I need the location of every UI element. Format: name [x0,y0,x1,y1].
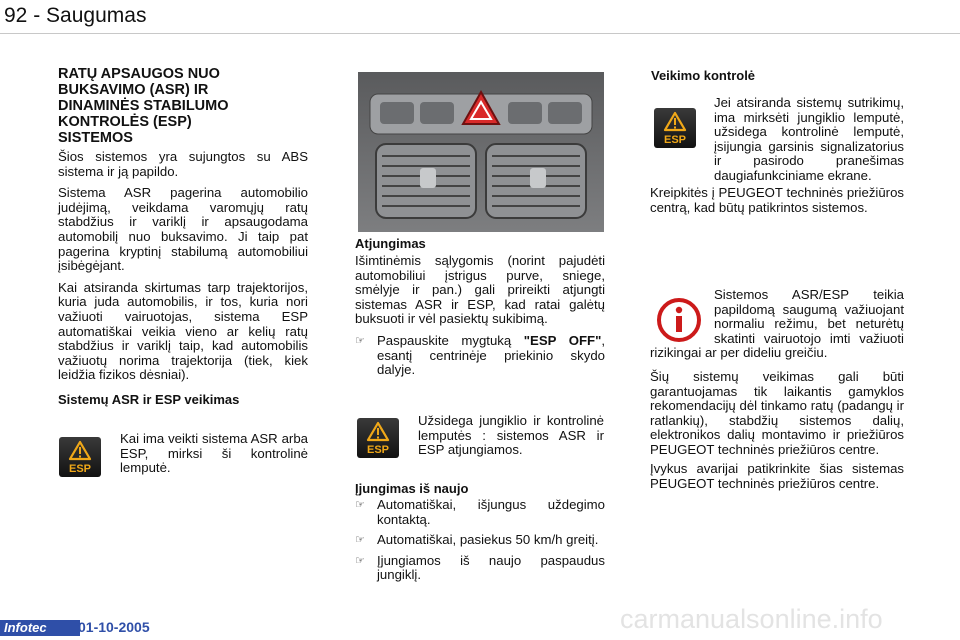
title-line: SISTEMOS [58,130,133,146]
header-divider [0,33,960,34]
section-title: Saugumas [46,4,147,27]
esp-switch-lamp-icon [357,418,399,458]
pointing-hand-icon: ☞ [355,533,365,547]
esp-paragraph: Kai atsiranda skirtumas tarp trajektorijos, kuria juda automobilis, ir tos, kuria nori važiuoti vairuotojas, sistema ESP automatiškai veikia vieno ar kelių ratų stabdžius ir variklį taip, kad automobilis važiuotų norima trajektorija (tiek, kiek leidžia fizikos dėsniai). [58,279,308,383]
disable-text: Išimtinėmis sąlygomis (norint pajudėti automobiliui įstrigus purve, sniege, smėlyje ir pan.) gali prireikti atjungti sistemas ASR ir ESP, kad ratai galėtų buksuoti ir vėl pasiektų sukibimą. [355,253,605,327]
lamp-flash-text: Kai ima veikti sistema ASR arba ESP, mirksi ši kontrolinė lemputė. [120,431,308,476]
service-text: Kreipkitės į PEUGEOT techninės priežiūros centrą, kad būtų patikrintos sistemos. [650,185,904,215]
title-line: DINAMINĖS STABILUMO [58,98,229,114]
page-number: 92 [4,4,28,27]
esp-lamp-label: ESP [663,134,687,146]
lamps-on-text: Užsidega jungiklio ir kontrolinė lemputės : sistemos ASR ir ESP atjungiamos. [418,413,604,458]
function-check-heading: Veikimo kontrolė [651,68,756,83]
page-header [4,4,146,28]
intro-paragraph: Šios sistemos yra sujungtos su ABS sistema ir ją papildo. [58,149,308,179]
fault-text: Jei atsiranda sistemų sutrikimų, ima mirksėti jungiklio lemputė, užsidega kontrolinė lemputė, įsijungia garsinis signalizatorius ir pasirodo pranešimas daugiafunkciniame ekrane. [714,95,904,183]
edition-date: 01-10-2005 [78,619,150,635]
esp-lamp-label: ESP [366,444,390,456]
chapter-title [58,66,318,146]
fault-text-block [650,96,904,184]
list-item: ☞ Automatiškai, išjungus uždegimo kontaktą. [355,497,605,527]
icon-spacer [650,96,714,180]
esp-lamp-label: ESP [68,463,92,475]
watermark: carmanualsonline.info [620,604,883,634]
conditions-text: Šių sistemų veikimas gali būti garantuojamas tik laikantis gamyklos rekomendacijų dėl tinkamo ratų (padangų ir ratlankių), stabdžių sistemos dalių, elektronikos dalių montavimo ir priežiūros PEUGEOT techninės priežiūros centre. [650,369,904,457]
reenable-heading: Įjungimas iš naujo [355,481,469,496]
center-console-photo [358,72,604,232]
reenable-list [355,498,605,589]
header-separator: - [33,4,41,27]
asr-paragraph: Sistema ASR pagerina automobilio judėjimą, veikdama varomųjų ratų stabdžius ir variklį ir apsaugodama automobilį nuo buksavimo. Ji taip pat pagerina kryptinį stabilumą automobiliui įsibėgėjant. [58,185,308,274]
pointing-hand-icon: ☞ [355,498,365,511]
esp-warning-lamp-icon [59,437,101,477]
instruction-intro: Paspauskite mygtuką [377,333,524,348]
disable-heading: Atjungimas [355,236,426,251]
warning-text: Sistemos ASR/ESP teikia papildomą saugumą važiuojant normaliu režimu, bet neturėtų skatinti vairuotojo imti važiuoti rizikingai ar per dideliu greičiu. [650,287,904,361]
esp-off-instruction [355,334,605,378]
pointing-hand-icon: ☞ [355,334,365,347]
list-item: ☞ Įjungiamos iš naujo paspaudus jungiklį. [355,552,605,583]
title-line: BUKSAVIMO (ASR) IR [58,82,209,98]
esp-off-button-label: "ESP OFF" [523,333,602,348]
title-line: KONTROLĖS (ESP) [58,114,192,130]
warning-text-block [650,288,904,361]
column-intro [58,150,308,390]
title-line: RATŲ APSAUGOS NUO [58,66,220,82]
icon-spacer [650,288,714,346]
accident-text: Įvykus avarijai patikrinkite šias sistemas PEUGEOT techninės priežiūros centre. [650,461,904,491]
dashboard-vents-illustration [358,72,604,232]
infotec-logo: Infotec [0,620,80,636]
instruction-rest: , esantį centrinėje priekinio skydo dalyje. [377,333,605,378]
list-item: ☞ Automatiškai, pasiekus 50 km/h greitį. [355,532,599,548]
pointing-hand-icon: ☞ [355,553,365,567]
operation-heading: Sistemų ASR ir ESP veikimas [58,392,240,407]
